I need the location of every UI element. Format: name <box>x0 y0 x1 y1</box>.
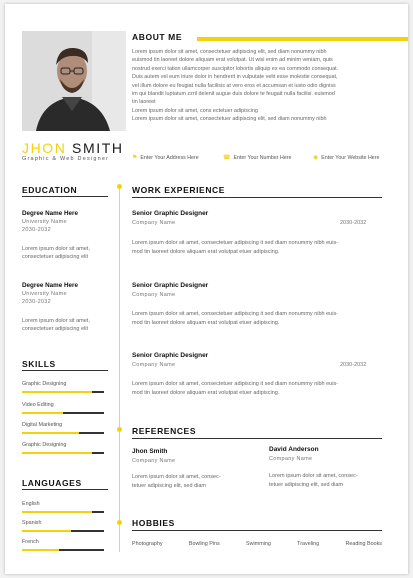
skill-label: Digital Marketing <box>22 422 63 428</box>
profile-photo <box>22 31 126 131</box>
skill-bar-fill <box>22 452 92 454</box>
hobby-item: Bowling Pins <box>188 541 220 547</box>
job-desc: mod tin laoreet dolore aliquam erat volutpat etuer adipiscing. <box>132 249 280 255</box>
degree-name: Degree Name Here <box>22 282 79 289</box>
language-bar-fill <box>22 511 92 513</box>
hobby-item: Photography <box>132 541 163 547</box>
hobbies-list <box>132 541 382 547</box>
about-line: im qui blandit luptatum zzril delenit augue duis dolore te feugait nulla facilisi. euismod <box>132 91 335 98</box>
about-line: vel illum dolore eu feugiat nulla facilisis at vero eros et accumsan et iusto odio digniss <box>132 82 336 89</box>
section-rule <box>22 370 108 371</box>
job-desc: Lorem ipsum dolor sit amet, consectetuer adipiscing it sed diam nonummy nibh euis- <box>132 381 339 387</box>
job-years: 2030-2032 <box>340 362 367 368</box>
language-bar-fill <box>22 549 59 551</box>
last-name: SMITH <box>72 140 124 156</box>
about-line: Lorem ipsum dolor sit amet, consectetuer adipiscing elit, sed diam nonummy nibh <box>132 116 327 123</box>
university-name: University Name <box>22 291 67 297</box>
location-icon: ⚑ <box>132 155 138 161</box>
section-rule <box>22 196 108 197</box>
website-text: Enter Your Website Here <box>321 154 380 161</box>
skill-bar-fill <box>22 432 79 434</box>
hobbies-heading: HOBBIES <box>132 518 175 528</box>
timeline-dot <box>117 520 122 525</box>
job-desc: mod tin laoreet dolore aliquam erat volutpat etuer adipiscing. <box>132 320 280 326</box>
education-heading: EDUCATION <box>22 185 78 195</box>
about-line: tin laoreet <box>132 99 156 106</box>
education-desc: consectetuer adipiscing elit <box>22 326 89 332</box>
section-rule <box>132 530 382 531</box>
language-label: French <box>22 539 39 545</box>
job-desc: Lorem ipsum dolor sit amet, consectetuer adipiscing it sed diam nonummy nibh euis- <box>132 240 339 246</box>
languages-heading: LANGUAGES <box>22 478 82 488</box>
language-bar <box>22 549 104 551</box>
hobby-item: Swimming <box>246 541 271 547</box>
job-title: Senior Graphic Designer <box>132 282 209 289</box>
skill-bar <box>22 452 104 454</box>
reference-desc: Lorem ipsum dolor sit amet, consec- <box>132 474 221 480</box>
about-heading: ABOUT ME <box>132 32 183 42</box>
contact-website <box>313 154 379 161</box>
section-rule <box>132 197 382 198</box>
reference-company: Company Name <box>269 456 313 462</box>
job-title: Senior Graphic Designer <box>132 352 209 359</box>
language-label: Spanish <box>22 520 42 526</box>
reference-desc: tetuer adipiscing elit, sed diam <box>132 483 206 489</box>
skill-bar <box>22 432 104 434</box>
job-years: 2030-2032 <box>340 220 367 226</box>
education-years: 2030-2032 <box>22 227 52 233</box>
language-bar <box>22 530 104 532</box>
globe-icon: ◉ <box>313 155 319 161</box>
hobby-item: Reading Books <box>345 541 382 547</box>
hobby-item: Traveling <box>297 541 320 547</box>
timeline-line <box>119 188 120 552</box>
language-bar <box>22 511 104 513</box>
job-desc: mod tin laoreet dolore aliquam erat volutpat etuer adipiscing. <box>132 390 280 396</box>
skill-label: Graphic Designing <box>22 442 67 448</box>
education-desc: Lorem ipsum dolor sit amet, <box>22 318 90 324</box>
reference-company: Company Name <box>132 458 176 464</box>
section-rule <box>22 489 108 490</box>
experience-heading: WORK EXPERIENCE <box>132 185 226 195</box>
reference-desc: tetuer adipiscing elit, sed diam <box>269 482 343 488</box>
education-years: 2030-2032 <box>22 299 52 305</box>
language-bar-fill <box>22 530 71 532</box>
company-name: Company Name <box>132 292 176 298</box>
reference-name: Jhon Smith <box>132 448 168 455</box>
language-label: English <box>22 501 40 507</box>
about-line: nostrud exerci tation ullamcorper suscipitor lobortis aliquip ex ea commodo consequat. <box>132 65 339 72</box>
contact-address <box>132 154 199 161</box>
company-name: Company Name <box>132 362 176 368</box>
reference-desc: Lorem ipsum dolor sit amet, consec- <box>269 473 358 479</box>
company-name: Company Name <box>132 220 176 226</box>
about-line: Duis autem vel eum iriure dolor in hendrerit in vulputate velit esse molestie consequat, <box>132 74 338 81</box>
about-line: euismod tin laoreet dolore aliquam erat volutpat. Ut wisi enim ad minim veniam, quis <box>132 57 333 64</box>
contact-phone <box>223 154 292 161</box>
reference-name: David Anderson <box>269 446 319 453</box>
about-line: Lorem ipsum dolor sit amet, cons ectetuer adipiscing <box>132 107 258 114</box>
timeline-dot <box>117 184 122 189</box>
about-text <box>132 48 400 124</box>
skill-bar-fill <box>22 412 63 414</box>
education-desc: consectetuer adipiscing elit <box>22 254 89 260</box>
skill-label: Video Editing <box>22 402 54 408</box>
skill-bar <box>22 412 104 414</box>
skills-heading: SKILLS <box>22 359 56 369</box>
job-desc: Lorem ipsum dolor sit amet, consectetuer adipiscing it sed diam nonummy nibh euis- <box>132 311 339 317</box>
profile-name <box>22 140 124 156</box>
phone-text: Enter Your Number Here <box>233 154 292 161</box>
about-accent-bar <box>197 37 408 41</box>
about-line: Lorem ipsum dolor sit amet, consectetuer adipiscing elit, sed diam nonummy nibh <box>132 49 327 55</box>
skill-bar <box>22 391 104 393</box>
first-name: JHON <box>22 140 67 156</box>
section-rule <box>132 438 382 439</box>
job-title: Senior Graphic Designer <box>132 210 209 217</box>
skill-label: Graphic Designing <box>22 381 67 387</box>
phone-icon: ☎ <box>223 155 231 161</box>
skill-bar-fill <box>22 391 92 393</box>
resume-page <box>5 4 408 574</box>
person-photo-icon <box>22 31 126 131</box>
degree-name: Degree Name Here <box>22 210 79 217</box>
references-heading: REFERENCES <box>132 426 197 436</box>
university-name: University Name <box>22 219 67 225</box>
address-text: Enter Your Address Here <box>140 154 199 161</box>
timeline-dot <box>117 427 122 432</box>
profile-role: Graphic & Web Designer <box>22 156 110 162</box>
education-desc: Lorem ipsum dolor sit amet, <box>22 246 90 252</box>
